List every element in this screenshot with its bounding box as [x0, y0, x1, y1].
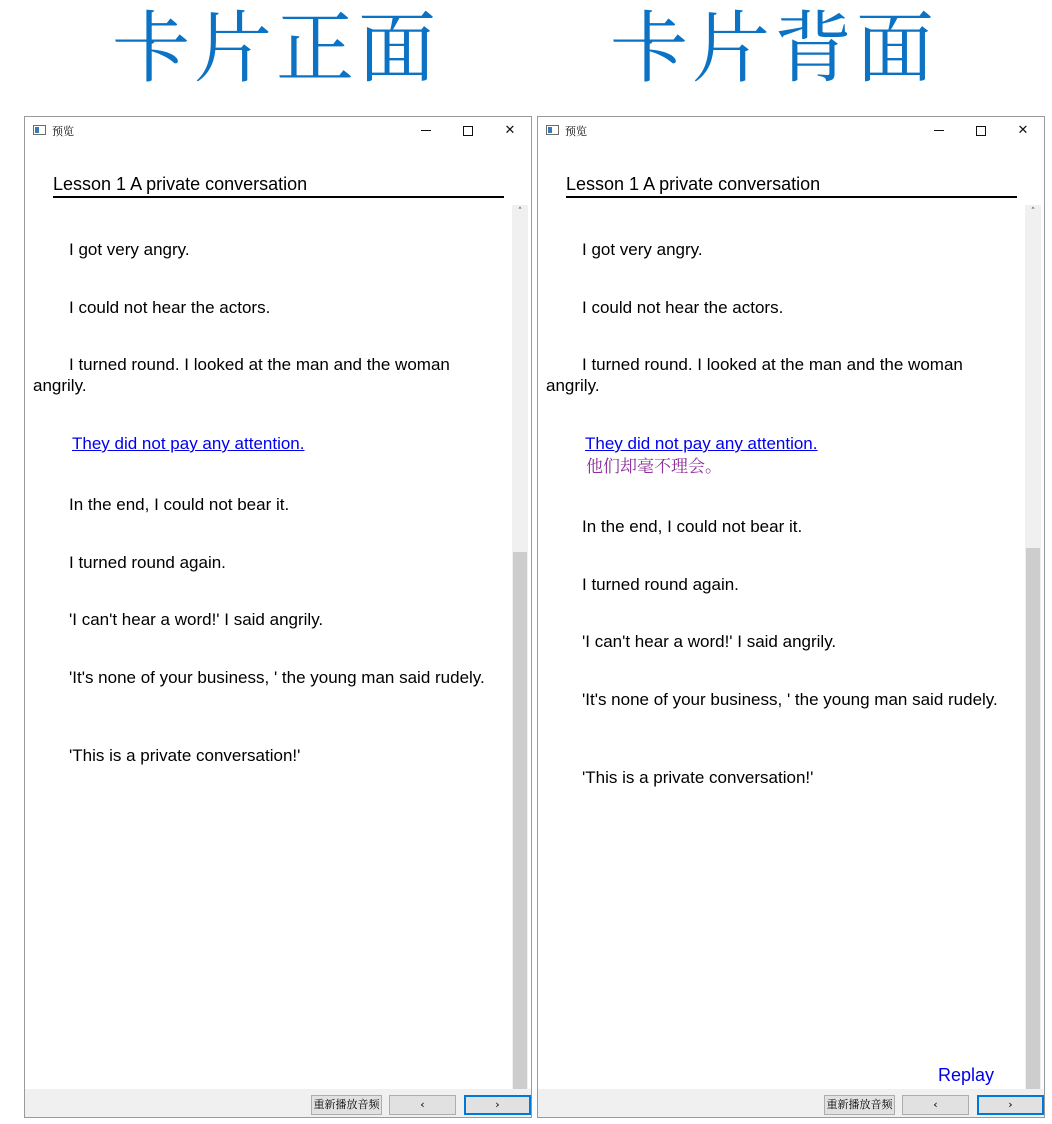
sentence: I turned round again. [69, 553, 226, 572]
sentence-list [538, 205, 1023, 1085]
lesson-title: Lesson 1 A private conversation [566, 174, 1017, 198]
maximize-button[interactable] [960, 117, 1002, 144]
close-icon: ✕ [1017, 123, 1029, 138]
scrollbar-thumb[interactable] [1026, 548, 1040, 1089]
close-icon: ✕ [504, 123, 516, 138]
chevron-right-icon: › [1008, 1098, 1013, 1111]
bottom-toolbar [25, 1089, 531, 1118]
current-sentence[interactable]: They did not pay any attention. [585, 434, 818, 453]
vertical-scrollbar[interactable] [1025, 205, 1041, 1089]
back-preview-window [537, 116, 1045, 1118]
sentence: I could not hear the actors. [69, 298, 271, 317]
sentence-list [25, 205, 510, 1085]
vertical-scrollbar[interactable] [512, 205, 528, 1089]
title-bar [538, 117, 1044, 144]
sentence: 'This is a private conversation!' [69, 746, 301, 765]
previous-button[interactable] [902, 1095, 969, 1115]
current-sentence[interactable]: They did not pay any attention. [72, 434, 305, 453]
next-button[interactable] [464, 1095, 531, 1115]
sentence: 'This is a private conversation!' [582, 768, 814, 787]
back-card-heading: 卡片背面 [610, 4, 939, 94]
window-title: 预览 [52, 125, 74, 138]
sentence: I got very angry. [69, 240, 190, 259]
close-button[interactable] [489, 117, 531, 144]
sentence: In the end, I could not bear it. [582, 517, 803, 536]
scroll-up-arrow-icon[interactable]: ˄ [517, 207, 523, 217]
maximize-button[interactable] [447, 117, 489, 144]
maximize-icon [463, 126, 473, 136]
front-preview-window [24, 116, 532, 1118]
next-button[interactable] [977, 1095, 1044, 1115]
sentence: I got very angry. [582, 240, 703, 259]
replay-audio-button[interactable]: 重新播放音频 [824, 1095, 895, 1115]
title-bar [25, 117, 531, 144]
front-card-heading: 卡片正面 [112, 4, 441, 94]
sentence: 'It's none of your business, ' the young man said rudely. [582, 690, 998, 709]
sentence: I turned round. I looked at the man and the woman angrily. [546, 355, 963, 395]
minimize-button[interactable] [918, 117, 960, 144]
app-window-icon [546, 125, 559, 135]
sentence: I turned round again. [582, 575, 739, 594]
sentence-translation: 他们却毫不理会。 [586, 457, 722, 477]
chevron-left-icon: ‹ [933, 1098, 938, 1111]
minimize-icon [934, 130, 944, 131]
app-window-icon [33, 125, 46, 135]
scrollbar-thumb[interactable] [513, 552, 527, 1089]
scroll-up-arrow-icon[interactable]: ˄ [1030, 207, 1036, 217]
minimize-button[interactable] [405, 117, 447, 144]
lesson-title: Lesson 1 A private conversation [53, 174, 504, 198]
minimize-icon [421, 130, 431, 131]
close-button[interactable] [1002, 117, 1044, 144]
sentence: 'I can't hear a word!' I said angrily. [582, 632, 837, 651]
maximize-icon [976, 126, 986, 136]
sentence: 'I can't hear a word!' I said angrily. [69, 610, 324, 629]
sentence: I could not hear the actors. [582, 298, 784, 317]
previous-button[interactable] [389, 1095, 456, 1115]
replay-link[interactable]: Replay [937, 1065, 994, 1085]
sentence: 'It's none of your business, ' the young man said rudely. [69, 668, 485, 687]
replay-audio-button[interactable]: 重新播放音频 [311, 1095, 382, 1115]
chevron-right-icon: › [495, 1098, 500, 1111]
chevron-left-icon: ‹ [420, 1098, 425, 1111]
sentence: In the end, I could not bear it. [69, 495, 290, 514]
bottom-toolbar [538, 1089, 1044, 1118]
window-title: 预览 [565, 125, 587, 138]
sentence: I turned round. I looked at the man and the woman angrily. [33, 355, 450, 395]
